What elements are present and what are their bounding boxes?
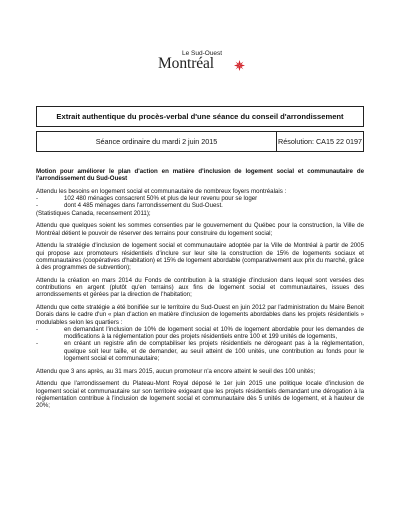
logo-borough-name: Le Sud-Ouest <box>182 50 223 57</box>
resolution-number: Résolution: CA15 22 0197 <box>278 137 362 146</box>
list-item: - en demandant l'inclusion de 10% de logement social et 10% de logement abordable pour les demandes de modifications à la réglementation pour des projets résidentiels entre 100 et 199 unités de logements, <box>36 325 364 341</box>
paragraph-land-power: Attendu que quelques soient les sommes consenties par le gouvernement du Québec pour la construction, la Ville de Montréal détient le pouvoir de réserver des terrains pour construire du logement social; <box>36 222 364 237</box>
session-label: Séance ordinaire du mardi 2 juin 2015 <box>95 137 218 146</box>
paragraph-threshold: Attendu que 3 ans après, au 31 mars 2015, aucun promoteur n'a encore atteint le seuil des 100 unités; <box>36 367 316 375</box>
montreal-logo <box>0 50 400 84</box>
paragraph-needs <box>36 188 364 217</box>
logo-city-name: Montréal <box>158 55 215 72</box>
paragraph-inclusion-strategy: Attendu la stratégie d'inclusion de logement social et communautaire adoptée par la Ville de Montréal à partir de 2005 qui propose aux promoteurs résidentiels d'inclure sur leur site la construction de 15% de logements sociaux et communautaires (coopératives d'habitation) et 15% de logement abordable (comparativement aux prix du marché, grâce à des programmes de subvention); <box>36 242 364 272</box>
list-item: - dont 4 485 ménages dans l'arrondissement du Sud-Ouest. <box>36 202 223 210</box>
session-info-box <box>36 131 364 152</box>
paragraph-plateau-policy: Attendu que l'arrondissement du Plateau-Mont Royal déposé le 1er juin 2015 une politique locale d'inclusion de logement social et communautaire sur son territoire exigeant que les projets résidentiels demandant une dérogation à la réglementation contribue à l'inclusion de logement social et communautaire dès 5 unités de logement, et à hauteur de 20%; <box>36 380 364 410</box>
motion-title: Motion pour améliorer le plan d'action en matière d'inclusion de logement social et communautaire de l'arrondissement du Sud-Ouest <box>36 168 364 183</box>
paragraph-action-plan-intro: Attendu que cette stratégie a été bonifiée sur le territoire du Sud-Ouest en juin 2012 par l'administration du Maire Benoit Dorais dans le cadre d'un « plan d'action en matière d'inclusion de logements abordables dans les projets résidentiels » modulables selon les quartiers : <box>36 303 364 326</box>
list-item: - 102 480 ménages consacrent 50% et plus de leur revenu pour se loger <box>36 195 258 203</box>
list-item: - en créant un registre afin de comptabiliser les projets résidentiels ne dérogeant pas à la réglementation, quelque soit leur taille, et de demander, au seuil atteint de 100 unités, une contribution au fonds pour le logement social et communautaire; <box>36 340 364 363</box>
paragraph-needs-source: (Statistiques Canada, recensement 2011); <box>36 209 151 217</box>
paragraph-contribution-fund: Attendu la création en mars 2014 du Fonds de contribution à la stratégie d'inclusion dans lequel sont versées des contributions en argent (plutôt qu'en terrains) aux fins de logement social et communautaires, issues des arrondissements et gérées par la direction de l'habitation; <box>36 276 364 299</box>
montreal-rosette-icon <box>233 59 246 72</box>
paragraph-needs-intro: Attendu les besoins en logement social et communautaire de nombreux foyers montréalais : <box>36 187 287 195</box>
document-title: Extrait authentique du procès-verbal d'une séance du conseil d'arrondissement <box>36 106 364 127</box>
document-body <box>36 168 364 415</box>
paragraph-action-plan <box>36 304 364 362</box>
